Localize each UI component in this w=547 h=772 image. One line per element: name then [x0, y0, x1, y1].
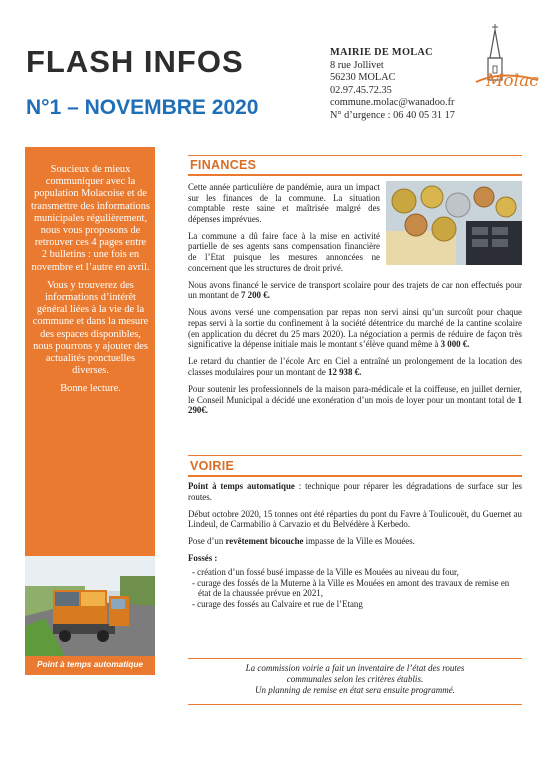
- finances-text: [188, 182, 522, 422]
- church-steeple-logo: [462, 20, 542, 100]
- finances-title: FINANCES: [190, 158, 257, 172]
- voirie-bold-term: revêtement bicouche: [225, 536, 304, 547]
- fosses-list: [188, 567, 522, 609]
- finances-paragraph-5: [188, 356, 522, 377]
- mairie-city: 56230 MOLAC: [330, 72, 396, 84]
- voirie-paragraph-1: [188, 481, 522, 502]
- sidebar-closing: Bonne lecture.: [60, 383, 121, 395]
- voirie-text-part: : technique pour réparer les dégradations de surface sur les routes.: [188, 481, 522, 502]
- footer-bottom-rule: [188, 704, 522, 705]
- road-repair-truck-photo: [25, 556, 155, 656]
- fosses-colon: :: [212, 553, 218, 564]
- finances-amount: 1 290€.: [188, 394, 522, 416]
- footer-note: [188, 663, 522, 697]
- list-item: - curage des fossés de la Muterne à la Ville es Mouées en amont des travaux de remise en état de la chaussée prévue en 2021,: [192, 577, 510, 599]
- finances-paragraph-3: [188, 280, 522, 301]
- newsletter-title: FLASH INFOS: [26, 44, 244, 79]
- finances-paragraph-6: [188, 384, 522, 416]
- finances-amount: 12 938 €.: [328, 366, 362, 377]
- voirie-bottom-rule: [188, 475, 522, 477]
- list-item: - création d’un fossé busé impasse de la Ville es Mouées au niveau du four,: [192, 567, 459, 578]
- finances-top-rule: [188, 155, 522, 156]
- mairie-phone: 02.97.45.72.35: [330, 84, 392, 96]
- voirie-text-part: impasse de la Ville es Mouées.: [303, 536, 415, 547]
- voirie-text: [188, 481, 522, 609]
- photo-caption: Point à temps automatique: [36, 659, 144, 669]
- footer-line-3: Un planning de remise en état sera ensuite programmé.: [254, 685, 456, 696]
- footer-line-2: communales selon les critères établis.: [286, 674, 424, 685]
- mairie-email[interactable]: commune.molac@wanadoo.fr: [330, 97, 455, 109]
- voirie-text-part: Pose d’un: [188, 536, 226, 547]
- sidebar-intro: Soucieux de mieux communiquer avec la population Molacoise et de transmettre des informations municipales régulièrement, nous vous proposons de retrouver ces 4 pages entre 2 bulletins : une fois en novembre et l’autre en avril.: [31, 164, 150, 273]
- sidebar-text: [31, 164, 150, 402]
- finances-bottom-rule: [188, 174, 522, 176]
- fosses-title: Fossés: [188, 553, 213, 564]
- voirie-paragraph-2: Début octobre 2020, 15 tonnes ont été réparties du pont du Favre à Toulicouët, du Guernet au Lindeul, de Carmabilio à Carvazio et du Belvédère à Kerbedo.: [188, 508, 522, 530]
- finances-text-part: Nous avons versé une compensation par repas non servi ainsi qu’un surcoût pour chaque repas servi à la sortie du confinement à la société détentrice du marché de la cantine scolaire (en application du décret du 25 mars 2020). La négociation a permis de réduire de façon très significative la dépense initiale mais le montant s’élève quand même à: [188, 307, 522, 350]
- voirie-title: VOIRIE: [190, 459, 235, 473]
- issue-number: N°1 – NOVEMBRE 2020: [26, 96, 259, 119]
- finances-text-part: Le retard du chantier de l’école Arc en Ciel a entraîné un prolongement de la location des classes modulaires pour un montant de: [188, 356, 522, 377]
- finances-paragraph-1: Cette année particulière de pandémie, aura un impact sur les finances de la commune. La situation comptable reste saine et maîtrisée malgré des dépenses imprévues.: [188, 182, 380, 224]
- logo-text: Molac: [486, 71, 539, 91]
- voirie-top-rule: [188, 455, 522, 456]
- fosses-heading: [188, 553, 522, 564]
- finances-amount: 7 200 €.: [241, 290, 270, 301]
- contact-block: [330, 47, 455, 123]
- finances-text-part: Nous avons financé le service de transport scolaire pour des trajets de car non effectués pour un montant de: [188, 279, 522, 301]
- footer-line-1: La commission voirie a fait un inventaire de l’état des routes: [245, 663, 465, 673]
- finances-text-part: Pour soutenir les professionnels de la maison para-médicale et la coiffeuse, en juillet dernier, le Conseil Municipal a décidé une exonération d’un mois de loyer pour un montant total de: [188, 384, 522, 405]
- sidebar-second: Vous y trouverez des informations d’intérêt général liées à la vie de la commune et dans la mesure des espaces disponibles, nous pourrons y ajouter des actualités ponctuelles diverses.: [32, 279, 149, 377]
- mairie-street: 8 rue Jollivet: [330, 59, 384, 71]
- mairie-urgent-number: N° d’urgence : 06 40 05 31 17: [330, 109, 455, 121]
- finances-paragraph-4: [188, 307, 522, 349]
- list-item: - curage des fossés au Calvaire et rue de l’Etang: [192, 598, 363, 609]
- voirie-paragraph-3: [188, 536, 522, 547]
- image-float-spacer: [380, 182, 522, 270]
- mairie-name: MAIRIE DE MOLAC: [330, 47, 433, 58]
- footer-top-rule: [188, 658, 522, 659]
- finances-amount: 3 000 €.: [440, 339, 470, 350]
- voirie-bold-term: Point à temps automatique: [188, 481, 295, 491]
- finances-paragraph-2: La commune a dû faire face à la mise en activité partielle de ses agents sans compensation financière de l’Etat puisque les mesures annoncées ne concernent que les structures de droit privé.: [188, 230, 380, 273]
